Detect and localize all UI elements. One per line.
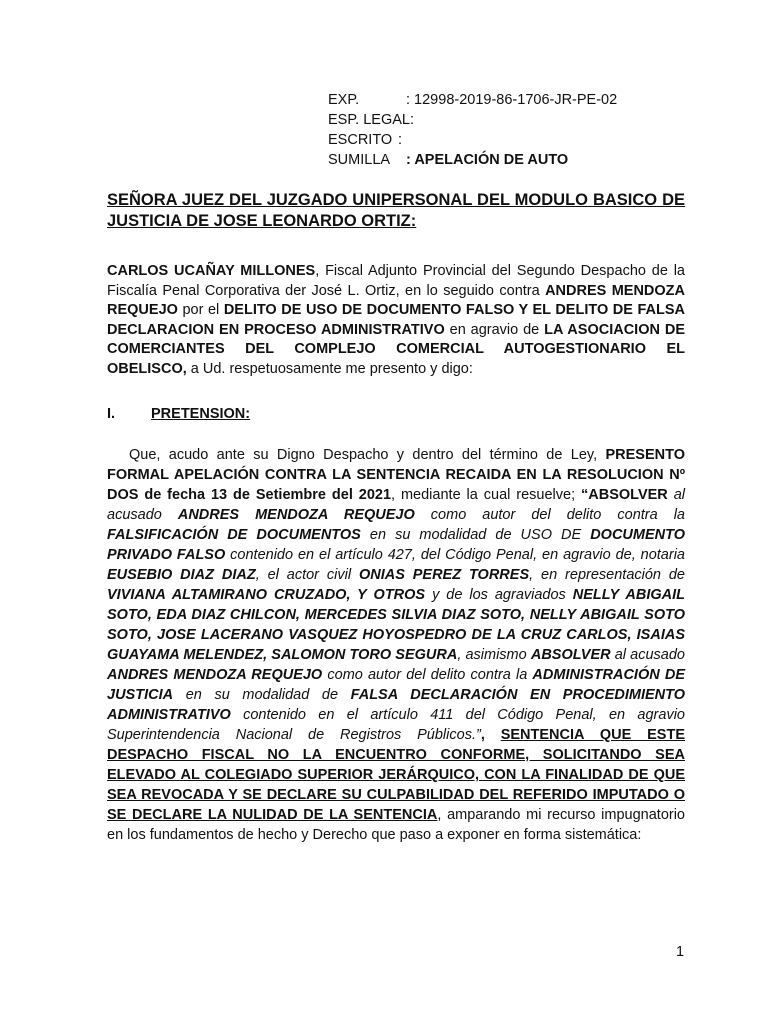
header-label: EXP. (328, 92, 360, 108)
header-label: ESP. LEGAL (328, 112, 410, 128)
section-number: I. (107, 406, 116, 422)
text-run: NELLY ABIGAIL SOTO, EDA DIAZ CHILCON, MERCEDES SILVIA DIAZ SOTO, NELLY ABIGAIL SOTO SOTO, JOSE LACERANO VASQUEZ HOYOSPEDRO DE LA CRUZ CARLOS, ISAIAS GUAYAMA MELENDEZ, SALOMON TORO SEGURA (107, 587, 685, 663)
case-header (328, 90, 617, 170)
text-run: al acusado (107, 487, 685, 523)
text-run: a Ud. respetuosamente me presento y digo: (186, 360, 473, 377)
header-value: : 12998-2019-86-1706-JR-PE-02 (406, 92, 618, 108)
text-run: VIVIANA ALTAMIRANO CRUZADO, Y OTROS (107, 587, 426, 603)
text-run: FALSIFICACIÓN DE DOCUMENTOS (107, 527, 361, 543)
text-run: CARLOS UCAÑAY MILLONES (107, 263, 316, 279)
text-run: , asimismo (457, 647, 531, 663)
text-run: “ABSOLVER (581, 487, 668, 503)
section-title: PRETENSION: (151, 406, 251, 422)
intro-paragraph (107, 262, 685, 379)
text-run: , mediante la cual resuelve; (391, 487, 582, 503)
text-run: PRESENTO FORMAL APELACIÓN CONTRA LA SENTENCIA RECAIDA EN LA RESOLUCION Nº DOS de fecha 13 de Setiembre del 2021 (107, 447, 685, 503)
text-run: ONIAS PEREZ TORRES (358, 567, 530, 583)
document-title: SEÑORA JUEZ DEL JUZGADO UNIPERSONAL DEL MODULO BASICO DE JUSTICIA DE JOSE LEONARDO ORTIZ: (107, 191, 685, 230)
text-run: ABSOLVER (530, 647, 611, 663)
text-run: LA ASOCIACION DE COMERCIANTES DEL COMPLEJO COMERCIAL AUTOGESTIONARIO EL OBELISCO, (107, 321, 685, 377)
text-run: FALSA DECLARACIÓN EN PROCEDIMIENTO ADMINISTRATIVO (107, 687, 685, 723)
header-row-sumilla (328, 150, 617, 170)
text-run: EUSEBIO DIAZ DIAZ (107, 567, 256, 583)
text-run: , amparando mi recurso impugnatorio en los fundamentos de hecho y Derecho que paso a exponer en forma sistemática: (107, 807, 685, 843)
section-heading (107, 404, 250, 424)
text-run: contenido en el artículo 411 del Código Penal, en agravio Superintendencia Nacional de Registros Públicos.” (107, 707, 685, 743)
text-run: ANDRES MENDOZA REQUEJO (107, 667, 323, 683)
text-run: DELITO DE USO DE DOCUMENTO FALSO Y EL DELITO DE FALSA DECLARACION EN PROCESO ADMINISTRATIVO (107, 302, 685, 338)
text-run: en agravio de (444, 321, 545, 338)
text-run: por el (177, 302, 224, 318)
text-run: y de los agraviados (425, 587, 573, 603)
header-label: SUMILLA (328, 152, 391, 168)
header-row-esp-legal (328, 110, 617, 130)
header-label: ESCRITO (328, 132, 393, 148)
text-run: al acusado (610, 647, 685, 663)
text-run: SENTENCIA QUE ESTE DESPACHO FISCAL NO LA ENCUENTRO CONFORME, SOLICITANDO SEA ELEVADO AL COLEGIADO SUPERIOR JERÁRQUICO, CON LA FINALIDAD DE QUE SEA REVOCADA Y SE DECLARE SU CULPABILIDAD DEL REFERIDO IMPUTADO O SE DECLARE LA NULIDAD DE LA SENTENCIA (107, 727, 685, 823)
text-run: , el actor civil (255, 567, 359, 583)
text-run: , en representación de (529, 567, 685, 583)
header-value: : (398, 132, 403, 148)
header-row-exp (328, 90, 617, 110)
text-run: , Fiscal Adjunto Provincial del Segundo Despacho de la Fiscalía Penal Corporativa der José L. Ortiz, en lo seguido contra (107, 263, 685, 299)
header-value: : APELACIÓN DE AUTO (406, 152, 569, 168)
text-run: ANDRES MENDOZA REQUEJO (177, 507, 415, 523)
text-run: en su modalidad de (173, 687, 351, 703)
text-run: ANDRES MENDOZA REQUEJO (107, 282, 685, 318)
text-run: contenido en el artículo 427, del Código Penal, en agravio de, notaria (225, 547, 685, 563)
text-run: como autor del delito contra la (322, 667, 533, 683)
text-run: como autor del delito contra la (414, 507, 685, 523)
pretension-paragraph (107, 445, 685, 845)
text-run: DOCUMENTO PRIVADO FALSO (107, 527, 685, 563)
page-number: 1 (676, 944, 685, 960)
text-run: en su modalidad de USO DE (360, 527, 591, 543)
header-row-escrito (328, 130, 617, 150)
text-run: , (480, 727, 501, 743)
text-run: ADMINISTRACIÓN DE JUSTICIA (107, 667, 685, 703)
text-run: Que, acudo ante su Digno Despacho y dentro del término de Ley, (129, 447, 606, 463)
header-value: : (409, 112, 414, 128)
